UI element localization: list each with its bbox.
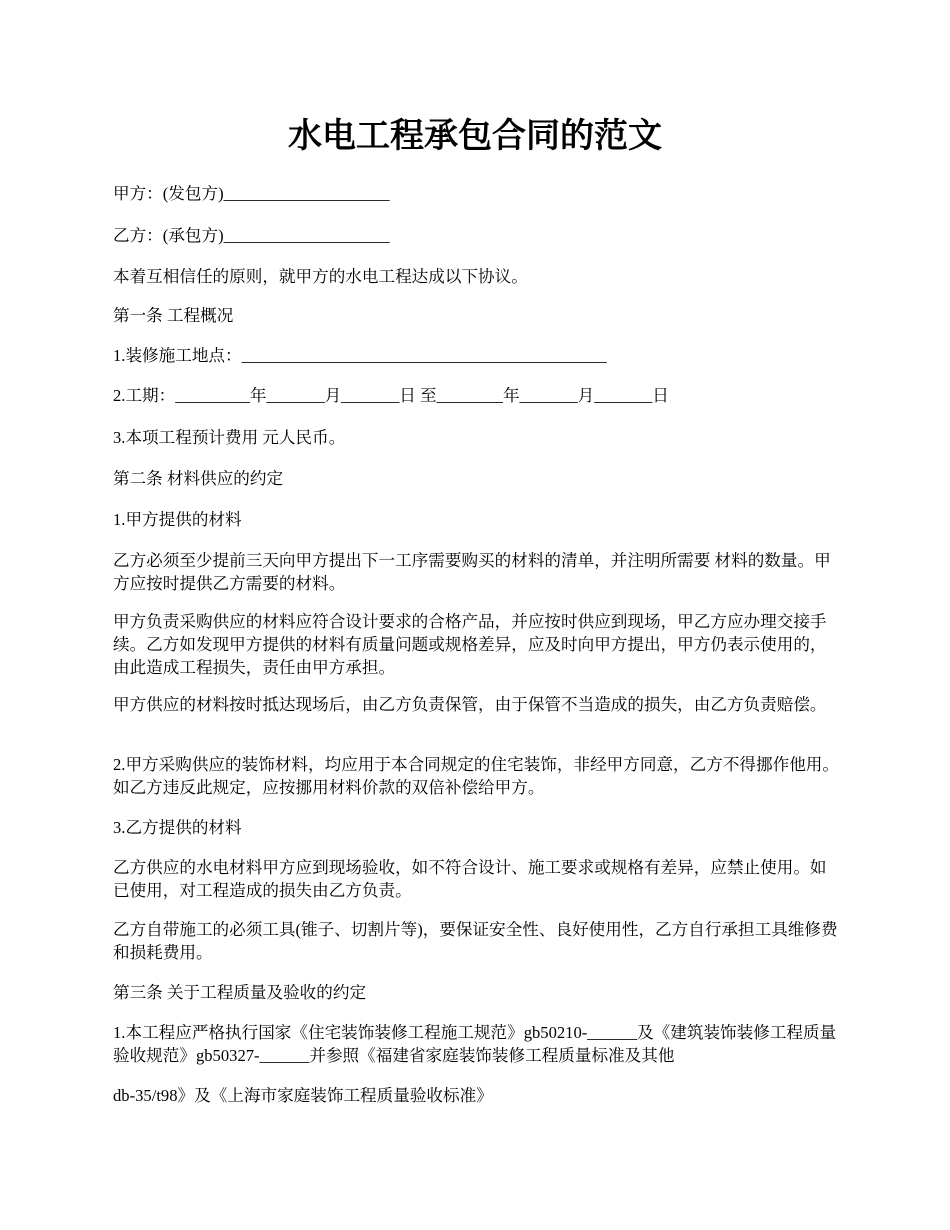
article-2-heading: 第二条 材料供应的约定 <box>113 469 284 488</box>
material-list-paragraph: 乙方必须至少提前三天向甲方提出下一工序需要购买的材料的清单，并注明所需要 材料的数量。甲方应按时提供乙方需要的材料。 <box>113 551 831 593</box>
article-1-heading: 第一条 工程概况 <box>113 306 234 325</box>
schedule-line: 2.工期：_________年_______月_______日 至________年_______月_______日 <box>113 386 669 405</box>
party-a-materials-heading: 1.甲方提供的材料 <box>113 510 242 529</box>
quality-standards-paragraph: 1.本工程应严格执行国家《住宅装饰装修工程施工规范》gb50210-______及《建筑装饰装修工程质量验收规范》gb50327-______并参照《福建省家庭装饰装修工程质量标准及其他 <box>113 1023 837 1065</box>
party-a-line: 甲方：(发包方)____________________ <box>113 184 390 203</box>
party-b-line: 乙方：(承包方)____________________ <box>113 226 390 245</box>
intro-paragraph: 本着互相信任的原则，就甲方的水电工程达成以下协议。 <box>113 267 528 286</box>
party-b-materials-heading: 3.乙方提供的材料 <box>113 818 242 837</box>
quality-standards-continued: db-35/t98》及《上海市家庭装饰工程质量验收标准》 <box>113 1086 493 1105</box>
site-location-line: 1.装修施工地点：____________________________________________ <box>113 346 607 365</box>
tools-paragraph: 乙方自带施工的必须工具(锥子、切割片等)，要保证安全性、良好使用性，乙方自行承担工具维修费和损耗费用。 <box>113 920 838 962</box>
party-b-materials-paragraph: 乙方供应的水电材料甲方应到现场验收，如不符合设计、施工要求或规格有差异，应禁止使用。如已使用，对工程造成的损失由乙方负责。 <box>113 858 827 900</box>
cost-line: 3.本项工程预计费用 元人民币。 <box>113 428 346 447</box>
article-3-heading: 第三条 关于工程质量及验收的约定 <box>113 983 367 1002</box>
material-quality-paragraph: 甲方负责采购供应的材料应符合设计要求的合格产品，并应按时供应到现场，甲乙方应办理交接手续。乙方如发现甲方提供的材料有质量问题或规格差异，应及时向甲方提出，甲方仍表示使用的，由此造成工程损失，责任由甲方承担。 <box>113 612 827 677</box>
document-title: 水电工程承包合同的范文 <box>288 118 662 155</box>
material-storage-paragraph: 甲方供应的材料按时抵达现场后，由乙方负责保管，由于保管不当造成的损失，由乙方负责赔偿。 <box>113 695 827 714</box>
material-usage-paragraph: 2.甲方采购供应的装饰材料，均应用于本合同规定的住宅装饰，非经甲方同意，乙方不得挪作他用。如乙方违反此规定，应按挪用材料价款的双倍补偿给甲方。 <box>113 755 839 797</box>
